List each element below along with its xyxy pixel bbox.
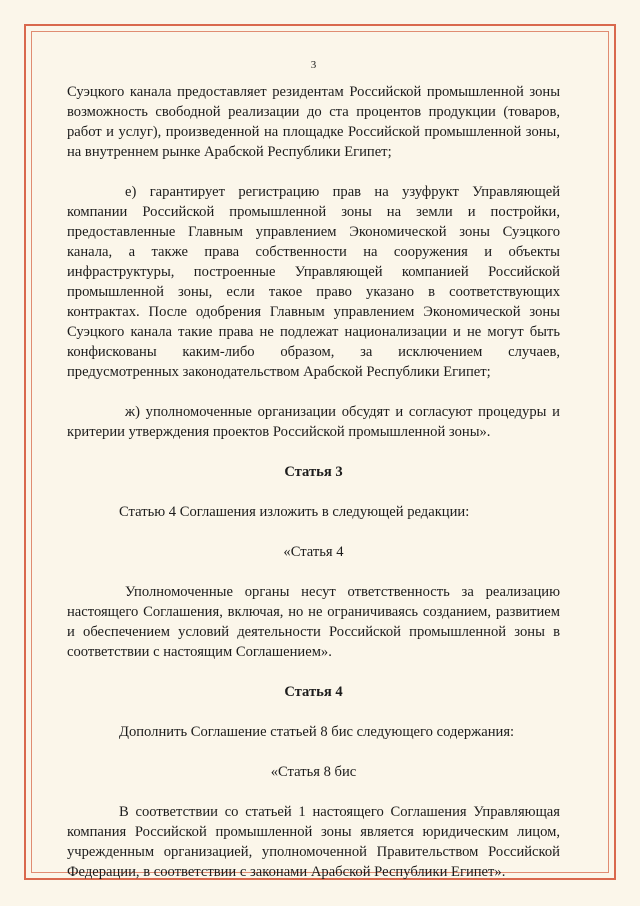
article-3-text: Уполномоченные органы несут ответственность за реализацию настоящего Соглашения, включая, но не ограничиваясь созданием, развитием и обеспечением условий деятельности Российской промышленной зоны в соответствии с настоящим Соглашением». bbox=[67, 584, 560, 660]
paragraph-continuation: Суэцкого канала предоставляет резидентам Российской промышленной зоны возможность свободной реализации до ста процентов продукции (товаров, работ и услуг), произведенной на площадке Российской промышленной зоны, на внутреннем рынке Арабской Республики Египет; bbox=[67, 84, 560, 160]
article-4-intro: Дополнить Соглашение статьей 8 бис следующего содержания: bbox=[119, 724, 515, 740]
article-3-intro: Статью 4 Соглашения изложить в следующей редакции: bbox=[119, 504, 470, 520]
article-4-quote-heading: «Статья 8 бис bbox=[270, 764, 357, 780]
article-4-heading: Статья 4 bbox=[284, 684, 343, 700]
article-4-text: В соответствии со статьей 1 настоящего Соглашения Управляющая компания Российской промышленной зоны является юридическим лицом, учрежденным организацией, уполномоченной Правительством Российской Федерации, в соответствии с законами Арабской Республики Египет». bbox=[67, 804, 560, 880]
article-3-quote-heading: «Статья 4 bbox=[283, 544, 344, 560]
page-number: 3 bbox=[310, 59, 317, 71]
paragraph-item-e: е) гарантирует регистрацию прав на узуфрукт Управляющей компании Российской промышленной зоны на земли и постройки, предоставленные Главным управлением Экономической зоны Суэцкого канала, а также права собственности на сооружения и объекты инфраструктуры, построенные Управляющей компанией Российской промышленной зоны, если такое право указано в соответствующих контрактах. После одобрения Главным управлением Экономической зоны Суэцкого канала такие права не подлежат национализации и не могут быть конфискованы каким-либо образом, за исключением случаев, предусмотренных законодательством Арабской Республики Египет; bbox=[67, 184, 560, 380]
article-3-heading: Статья 3 bbox=[284, 464, 343, 480]
paragraph-item-zh: ж) уполномоченные организации обсудят и согласуют процедуры и критерии утверждения проектов Российской промышленной зоны». bbox=[67, 404, 560, 440]
document-body bbox=[67, 58, 560, 882]
